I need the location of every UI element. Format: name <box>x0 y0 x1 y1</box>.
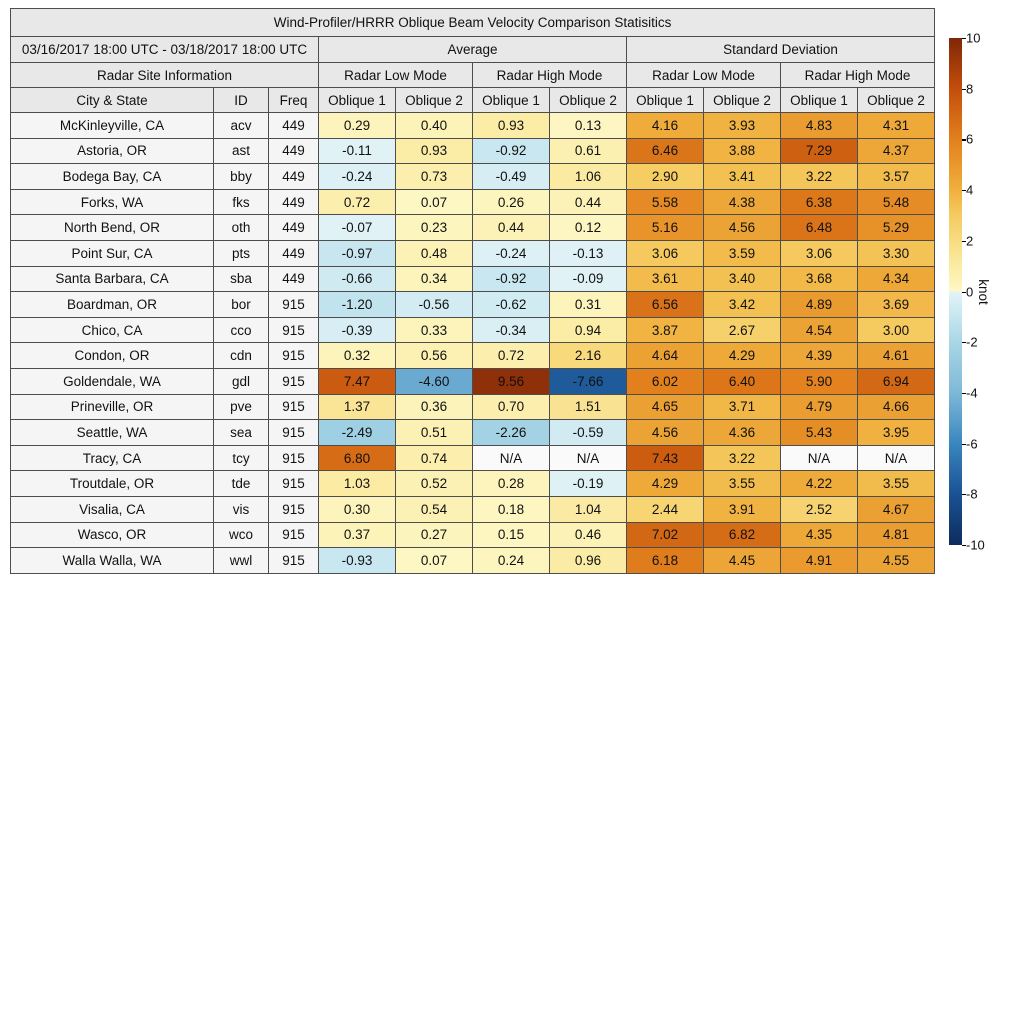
colorbar-tick-label: 10 <box>966 30 981 46</box>
cell-value-std-1: 4.29 <box>627 471 704 497</box>
cell-id: pve <box>214 394 269 420</box>
cell-value-std-3: 4.39 <box>781 343 858 369</box>
cell-value-avg-4: 0.61 <box>550 138 627 164</box>
cell-value-std-3: 7.29 <box>781 138 858 164</box>
cell-value-std-4: 4.66 <box>858 394 935 420</box>
column-header-row <box>11 88 935 113</box>
cell-value-std-2: 3.40 <box>704 266 781 292</box>
cell-value-avg-1: 0.32 <box>319 343 396 369</box>
colorbar-tick-label: 6 <box>966 131 974 147</box>
cell-value-avg-2: 0.52 <box>396 471 473 497</box>
chart-title: Wind-Profiler/HRRR Oblique Beam Velocity Comparison Statisitics <box>11 9 935 37</box>
cell-freq: 915 <box>269 548 319 574</box>
cell-value-avg-2: 0.36 <box>396 394 473 420</box>
cell-value-std-3: 4.35 <box>781 522 858 548</box>
cell-id: fks <box>214 189 269 215</box>
colorbar-tick-label: -6 <box>966 436 978 452</box>
cell-value-std-3: 3.06 <box>781 240 858 266</box>
cell-city: Boardman, OR <box>11 292 214 318</box>
cell-value-avg-2: 0.07 <box>396 548 473 574</box>
cell-value-avg-1: 6.80 <box>319 445 396 471</box>
cell-city: Prineville, OR <box>11 394 214 420</box>
cell-city: Santa Barbara, CA <box>11 266 214 292</box>
cell-value-std-2: 3.41 <box>704 164 781 190</box>
col-city-state: City & State <box>11 88 214 113</box>
cell-value-std-1: 6.56 <box>627 292 704 318</box>
cell-freq: 915 <box>269 394 319 420</box>
colorbar-tick-label: -10 <box>966 537 985 553</box>
cell-id: vis <box>214 496 269 522</box>
cell-value-avg-1: 0.30 <box>319 496 396 522</box>
cell-value-std-3: 3.22 <box>781 164 858 190</box>
cell-value-avg-4: 1.04 <box>550 496 627 522</box>
table-body <box>11 113 935 574</box>
cell-city: Visalia, CA <box>11 496 214 522</box>
cell-value-avg-3: 0.70 <box>473 394 550 420</box>
cell-value-avg-4: 0.12 <box>550 215 627 241</box>
cell-value-avg-1: -0.66 <box>319 266 396 292</box>
cell-value-std-1: 5.16 <box>627 215 704 241</box>
colorbar-tick-label: -2 <box>966 334 978 350</box>
cell-value-std-2: 3.91 <box>704 496 781 522</box>
table-row <box>11 368 935 394</box>
cell-city: Wasco, OR <box>11 522 214 548</box>
section-std-dev: Standard Deviation <box>627 37 935 63</box>
cell-id: pts <box>214 240 269 266</box>
cell-value-std-2: 6.40 <box>704 368 781 394</box>
cell-value-std-2: 4.29 <box>704 343 781 369</box>
cell-value-std-1: 5.58 <box>627 189 704 215</box>
cell-value-avg-1: -0.39 <box>319 317 396 343</box>
col-avg-high-oblique1: Oblique 1 <box>473 88 550 113</box>
cell-value-avg-2: 0.07 <box>396 189 473 215</box>
avg-high-mode-label: Radar High Mode <box>473 63 627 88</box>
cell-value-std-1: 3.06 <box>627 240 704 266</box>
cell-freq: 449 <box>269 113 319 139</box>
table-row <box>11 317 935 343</box>
cell-value-std-4: 3.57 <box>858 164 935 190</box>
cell-value-avg-4: 0.96 <box>550 548 627 574</box>
table-row <box>11 292 935 318</box>
cell-freq: 915 <box>269 420 319 446</box>
cell-value-avg-4: N/A <box>550 445 627 471</box>
cell-value-std-1: 3.61 <box>627 266 704 292</box>
cell-id: tcy <box>214 445 269 471</box>
cell-city: Tracy, CA <box>11 445 214 471</box>
cell-id: cdn <box>214 343 269 369</box>
colorbar-tick-label: 4 <box>966 182 974 198</box>
table-row <box>11 522 935 548</box>
title-row <box>11 9 935 37</box>
cell-city: Goldendale, WA <box>11 368 214 394</box>
colorbar-tick-label: 0 <box>966 284 974 299</box>
cell-value-std-1: 4.56 <box>627 420 704 446</box>
cell-value-std-1: 6.18 <box>627 548 704 574</box>
cell-value-avg-4: -0.19 <box>550 471 627 497</box>
cell-value-avg-3: 0.93 <box>473 113 550 139</box>
std-low-mode-label: Radar Low Mode <box>627 63 781 88</box>
table-row <box>11 164 935 190</box>
cell-freq: 915 <box>269 496 319 522</box>
cell-value-std-2: 3.59 <box>704 240 781 266</box>
cell-value-avg-2: 0.40 <box>396 113 473 139</box>
cell-value-avg-2: 0.56 <box>396 343 473 369</box>
cell-value-std-4: 4.55 <box>858 548 935 574</box>
cell-value-std-4: N/A <box>858 445 935 471</box>
colorbar-unit-label: knot <box>976 279 991 305</box>
cell-value-std-4: 3.30 <box>858 240 935 266</box>
cell-value-std-3: 4.89 <box>781 292 858 318</box>
cell-value-avg-3: 0.24 <box>473 548 550 574</box>
cell-value-avg-2: 0.23 <box>396 215 473 241</box>
colorbar-tick-label: -4 <box>966 385 978 401</box>
statistics-table-wrap <box>10 8 935 574</box>
table-row <box>11 189 935 215</box>
table-row <box>11 240 935 266</box>
cell-value-avg-4: 0.46 <box>550 522 627 548</box>
cell-value-avg-3: -0.92 <box>473 266 550 292</box>
cell-city: Astoria, OR <box>11 138 214 164</box>
table-row <box>11 343 935 369</box>
table-row <box>11 266 935 292</box>
cell-value-std-1: 7.02 <box>627 522 704 548</box>
cell-id: sba <box>214 266 269 292</box>
table-row <box>11 445 935 471</box>
cell-value-avg-4: 2.16 <box>550 343 627 369</box>
cell-value-avg-1: -0.97 <box>319 240 396 266</box>
cell-value-avg-3: 0.44 <box>473 215 550 241</box>
col-avg-low-oblique1: Oblique 1 <box>319 88 396 113</box>
cell-value-avg-3: -0.62 <box>473 292 550 318</box>
cell-value-std-4: 4.34 <box>858 266 935 292</box>
cell-id: bby <box>214 164 269 190</box>
cell-value-avg-3: -0.24 <box>473 240 550 266</box>
cell-value-std-2: 4.56 <box>704 215 781 241</box>
cell-freq: 915 <box>269 292 319 318</box>
avg-low-mode-label: Radar Low Mode <box>319 63 473 88</box>
cell-value-std-3: 6.48 <box>781 215 858 241</box>
cell-city: Walla Walla, WA <box>11 548 214 574</box>
cell-value-avg-1: 7.47 <box>319 368 396 394</box>
cell-value-std-4: 4.37 <box>858 138 935 164</box>
cell-value-avg-1: 0.37 <box>319 522 396 548</box>
cell-value-avg-3: 9.56 <box>473 368 550 394</box>
cell-value-avg-4: -7.66 <box>550 368 627 394</box>
table-row <box>11 471 935 497</box>
cell-freq: 915 <box>269 522 319 548</box>
cell-value-avg-1: -0.24 <box>319 164 396 190</box>
cell-value-avg-2: 0.73 <box>396 164 473 190</box>
table-row <box>11 394 935 420</box>
cell-value-std-1: 6.02 <box>627 368 704 394</box>
cell-value-std-3: 4.79 <box>781 394 858 420</box>
cell-value-std-2: 3.71 <box>704 394 781 420</box>
std-high-mode-label: Radar High Mode <box>781 63 935 88</box>
table-row <box>11 496 935 522</box>
cell-value-std-3: 3.68 <box>781 266 858 292</box>
cell-value-avg-3: -0.49 <box>473 164 550 190</box>
cell-value-avg-1: -0.93 <box>319 548 396 574</box>
cell-value-std-3: 4.83 <box>781 113 858 139</box>
colorbar-tick-label: 2 <box>966 233 974 249</box>
cell-id: oth <box>214 215 269 241</box>
table-row <box>11 138 935 164</box>
cell-city: Point Sur, CA <box>11 240 214 266</box>
cell-value-std-3: 4.91 <box>781 548 858 574</box>
cell-value-avg-4: 1.06 <box>550 164 627 190</box>
cell-freq: 449 <box>269 138 319 164</box>
table-row <box>11 548 935 574</box>
cell-value-avg-4: 0.44 <box>550 189 627 215</box>
date-range: 03/16/2017 18:00 UTC - 03/18/2017 18:00 UTC <box>11 37 319 63</box>
cell-city: Condon, OR <box>11 343 214 369</box>
cell-city: Seattle, WA <box>11 420 214 446</box>
cell-id: cco <box>214 317 269 343</box>
col-id: ID <box>214 88 269 113</box>
cell-freq: 915 <box>269 317 319 343</box>
cell-value-avg-2: 0.27 <box>396 522 473 548</box>
cell-city: Troutdale, OR <box>11 471 214 497</box>
cell-city: North Bend, OR <box>11 215 214 241</box>
cell-value-std-1: 2.44 <box>627 496 704 522</box>
cell-freq: 449 <box>269 189 319 215</box>
cell-value-avg-1: 1.37 <box>319 394 396 420</box>
table-row <box>11 113 935 139</box>
col-freq: Freq <box>269 88 319 113</box>
cell-value-std-1: 7.43 <box>627 445 704 471</box>
cell-value-std-2: 4.36 <box>704 420 781 446</box>
cell-freq: 915 <box>269 368 319 394</box>
cell-value-avg-1: 1.03 <box>319 471 396 497</box>
cell-city: Forks, WA <box>11 189 214 215</box>
cell-value-std-4: 5.48 <box>858 189 935 215</box>
cell-value-std-2: 4.45 <box>704 548 781 574</box>
cell-value-std-1: 4.16 <box>627 113 704 139</box>
colorbar <box>949 38 962 545</box>
cell-freq: 915 <box>269 471 319 497</box>
cell-value-std-2: 3.22 <box>704 445 781 471</box>
cell-id: acv <box>214 113 269 139</box>
cell-value-avg-3: N/A <box>473 445 550 471</box>
cell-value-avg-3: 0.72 <box>473 343 550 369</box>
cell-value-avg-1: -0.07 <box>319 215 396 241</box>
cell-value-avg-4: 0.94 <box>550 317 627 343</box>
colorbar-tick-label: -8 <box>966 486 978 502</box>
cell-freq: 449 <box>269 240 319 266</box>
cell-value-avg-2: 0.33 <box>396 317 473 343</box>
cell-value-std-4: 3.00 <box>858 317 935 343</box>
section-row <box>11 37 935 63</box>
cell-value-std-3: 2.52 <box>781 496 858 522</box>
section-average: Average <box>319 37 627 63</box>
cell-id: bor <box>214 292 269 318</box>
cell-value-avg-4: -0.13 <box>550 240 627 266</box>
cell-value-avg-3: 0.15 <box>473 522 550 548</box>
cell-id: tde <box>214 471 269 497</box>
cell-value-std-3: 6.38 <box>781 189 858 215</box>
cell-value-avg-3: 0.26 <box>473 189 550 215</box>
cell-value-avg-4: 1.51 <box>550 394 627 420</box>
cell-value-std-4: 3.95 <box>858 420 935 446</box>
cell-value-std-4: 3.69 <box>858 292 935 318</box>
cell-city: Bodega Bay, CA <box>11 164 214 190</box>
cell-id: sea <box>214 420 269 446</box>
cell-value-avg-1: 0.29 <box>319 113 396 139</box>
cell-value-avg-4: 0.31 <box>550 292 627 318</box>
col-std-low-oblique1: Oblique 1 <box>627 88 704 113</box>
cell-value-std-2: 6.82 <box>704 522 781 548</box>
cell-value-avg-1: -2.49 <box>319 420 396 446</box>
cell-value-std-2: 4.38 <box>704 189 781 215</box>
cell-value-std-4: 6.94 <box>858 368 935 394</box>
cell-value-std-1: 2.90 <box>627 164 704 190</box>
cell-freq: 449 <box>269 164 319 190</box>
cell-value-std-1: 3.87 <box>627 317 704 343</box>
cell-value-avg-1: 0.72 <box>319 189 396 215</box>
cell-freq: 449 <box>269 215 319 241</box>
cell-value-std-2: 3.93 <box>704 113 781 139</box>
cell-value-std-4: 4.81 <box>858 522 935 548</box>
cell-value-avg-2: 0.48 <box>396 240 473 266</box>
colorbar-tick-label: 8 <box>966 81 974 97</box>
cell-value-avg-3: -0.92 <box>473 138 550 164</box>
cell-value-std-2: 2.67 <box>704 317 781 343</box>
cell-value-std-3: 4.22 <box>781 471 858 497</box>
cell-city: Chico, CA <box>11 317 214 343</box>
cell-value-std-1: 6.46 <box>627 138 704 164</box>
col-avg-low-oblique2: Oblique 2 <box>396 88 473 113</box>
cell-value-std-1: 4.64 <box>627 343 704 369</box>
cell-value-avg-3: -0.34 <box>473 317 550 343</box>
cell-value-avg-1: -1.20 <box>319 292 396 318</box>
table-row <box>11 420 935 446</box>
table-row <box>11 215 935 241</box>
cell-value-avg-2: 0.51 <box>396 420 473 446</box>
cell-city: McKinleyville, CA <box>11 113 214 139</box>
cell-value-std-3: 5.43 <box>781 420 858 446</box>
cell-value-avg-2: 0.54 <box>396 496 473 522</box>
cell-id: ast <box>214 138 269 164</box>
cell-value-avg-3: -2.26 <box>473 420 550 446</box>
cell-id: wwl <box>214 548 269 574</box>
cell-value-avg-2: -4.60 <box>396 368 473 394</box>
cell-value-avg-2: 0.74 <box>396 445 473 471</box>
cell-value-avg-1: -0.11 <box>319 138 396 164</box>
cell-value-std-3: 4.54 <box>781 317 858 343</box>
mode-row <box>11 63 935 88</box>
cell-freq: 915 <box>269 445 319 471</box>
cell-value-avg-4: -0.09 <box>550 266 627 292</box>
cell-id: wco <box>214 522 269 548</box>
cell-value-avg-4: -0.59 <box>550 420 627 446</box>
cell-value-std-4: 4.31 <box>858 113 935 139</box>
cell-value-avg-2: 0.34 <box>396 266 473 292</box>
cell-value-avg-2: -0.56 <box>396 292 473 318</box>
cell-value-std-2: 3.42 <box>704 292 781 318</box>
cell-value-std-3: N/A <box>781 445 858 471</box>
cell-value-avg-3: 0.18 <box>473 496 550 522</box>
radar-site-info-label: Radar Site Information <box>11 63 319 88</box>
col-std-high-oblique2: Oblique 2 <box>858 88 935 113</box>
col-avg-high-oblique2: Oblique 2 <box>550 88 627 113</box>
cell-value-avg-2: 0.93 <box>396 138 473 164</box>
cell-id: gdl <box>214 368 269 394</box>
cell-value-std-4: 3.55 <box>858 471 935 497</box>
cell-value-std-1: 4.65 <box>627 394 704 420</box>
cell-value-std-4: 4.67 <box>858 496 935 522</box>
cell-value-avg-4: 0.13 <box>550 113 627 139</box>
cell-value-avg-3: 0.28 <box>473 471 550 497</box>
cell-value-std-2: 3.88 <box>704 138 781 164</box>
statistics-table <box>10 8 935 574</box>
cell-value-std-2: 3.55 <box>704 471 781 497</box>
cell-value-std-3: 5.90 <box>781 368 858 394</box>
cell-value-std-4: 4.61 <box>858 343 935 369</box>
cell-freq: 449 <box>269 266 319 292</box>
cell-freq: 915 <box>269 343 319 369</box>
col-std-low-oblique2: Oblique 2 <box>704 88 781 113</box>
cell-value-std-4: 5.29 <box>858 215 935 241</box>
col-std-high-oblique1: Oblique 1 <box>781 88 858 113</box>
